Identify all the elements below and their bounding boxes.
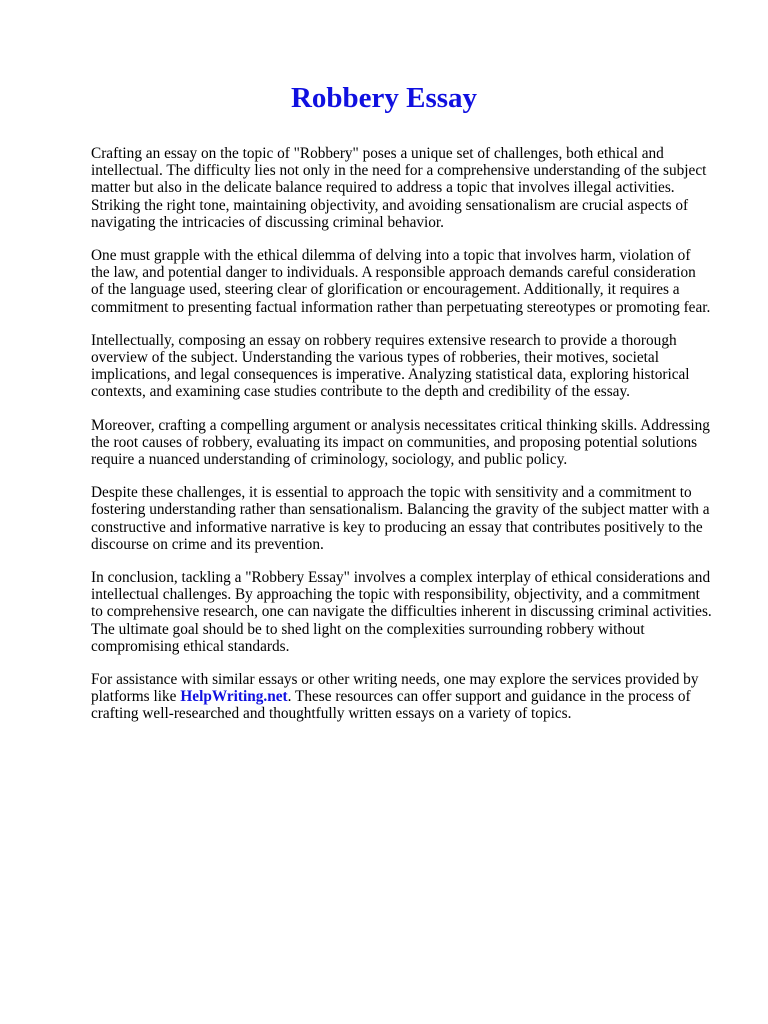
assistance-text-after-link: . These resources can offer support and guidance in the process of crafting well-researched and thoughtfully written essays on a variety of topics. xyxy=(91,688,691,723)
assistance-text-before-link: For assistance with similar essays or other writing needs, one may explore the services provided by platforms like xyxy=(91,671,699,706)
helpwriting-link[interactable]: HelpWriting.net xyxy=(180,688,288,706)
paragraph-research: Intellectually, composing an essay on robbery requires extensive research to provide a thorough overview of the subject. Understanding the various types of robberies, their motives, societal implications, and legal consequences is imperative. Analyzing statistical data, exploring historical contexts, and examining case studies contribute to the depth and credibility of the essay. xyxy=(91,331,690,401)
paragraph-sensitivity: Despite these challenges, it is essential to approach the topic with sensitivity and a commitment to fostering understanding rather than sensationalism. Balancing the gravity of the subject matter with a constructive and informative narrative is key to producing an essay that contributes positively to the discourse on crime and its prevention. xyxy=(91,484,710,553)
document-title: Robbery Essay xyxy=(290,82,478,114)
document-body xyxy=(91,145,741,739)
paragraph-ethical-dilemma: One must grapple with the ethical dilemma of delving into a topic that involves harm, violation of the law, and potential danger to individuals. A responsible approach demands careful consideration of the language used, steering clear of glorification or encouragement. Additionally, it requires a commitment to presenting factual information rather than perpetuating stereotypes or promoting fear. xyxy=(91,247,711,316)
paragraph-assistance xyxy=(91,671,741,723)
paragraph-conclusion: In conclusion, tackling a "Robbery Essay" involves a complex interplay of ethical considerations and intellectual challenges. By approaching the topic with responsibility, objectivity, and a commitment to comprehensive research, one can navigate the difficulties inherent in discussing criminal activities. The ultimate goal should be to shed light on the complexities surrounding robbery without compromising ethical standards. xyxy=(91,569,712,655)
paragraph-critical-thinking: Moreover, crafting a compelling argument or analysis necessitates critical thinking skills. Addressing the root causes of robbery, evaluating its impact on communities, and proposing potential solutions require a nuanced understanding of criminology, sociology, and public policy. xyxy=(91,416,710,469)
paragraph-intro: Crafting an essay on the topic of "Robbery" poses a unique set of challenges, both ethical and intellectual. The difficulty lies not only in the need for a comprehensive understanding of the subject matter but also in the delicate balance required to address a topic that involves illegal activities. Striking the right tone, maintaining objectivity, and avoiding sensationalism are crucial aspects of navigating the intricacies of discussing criminal behavior. xyxy=(91,145,707,231)
